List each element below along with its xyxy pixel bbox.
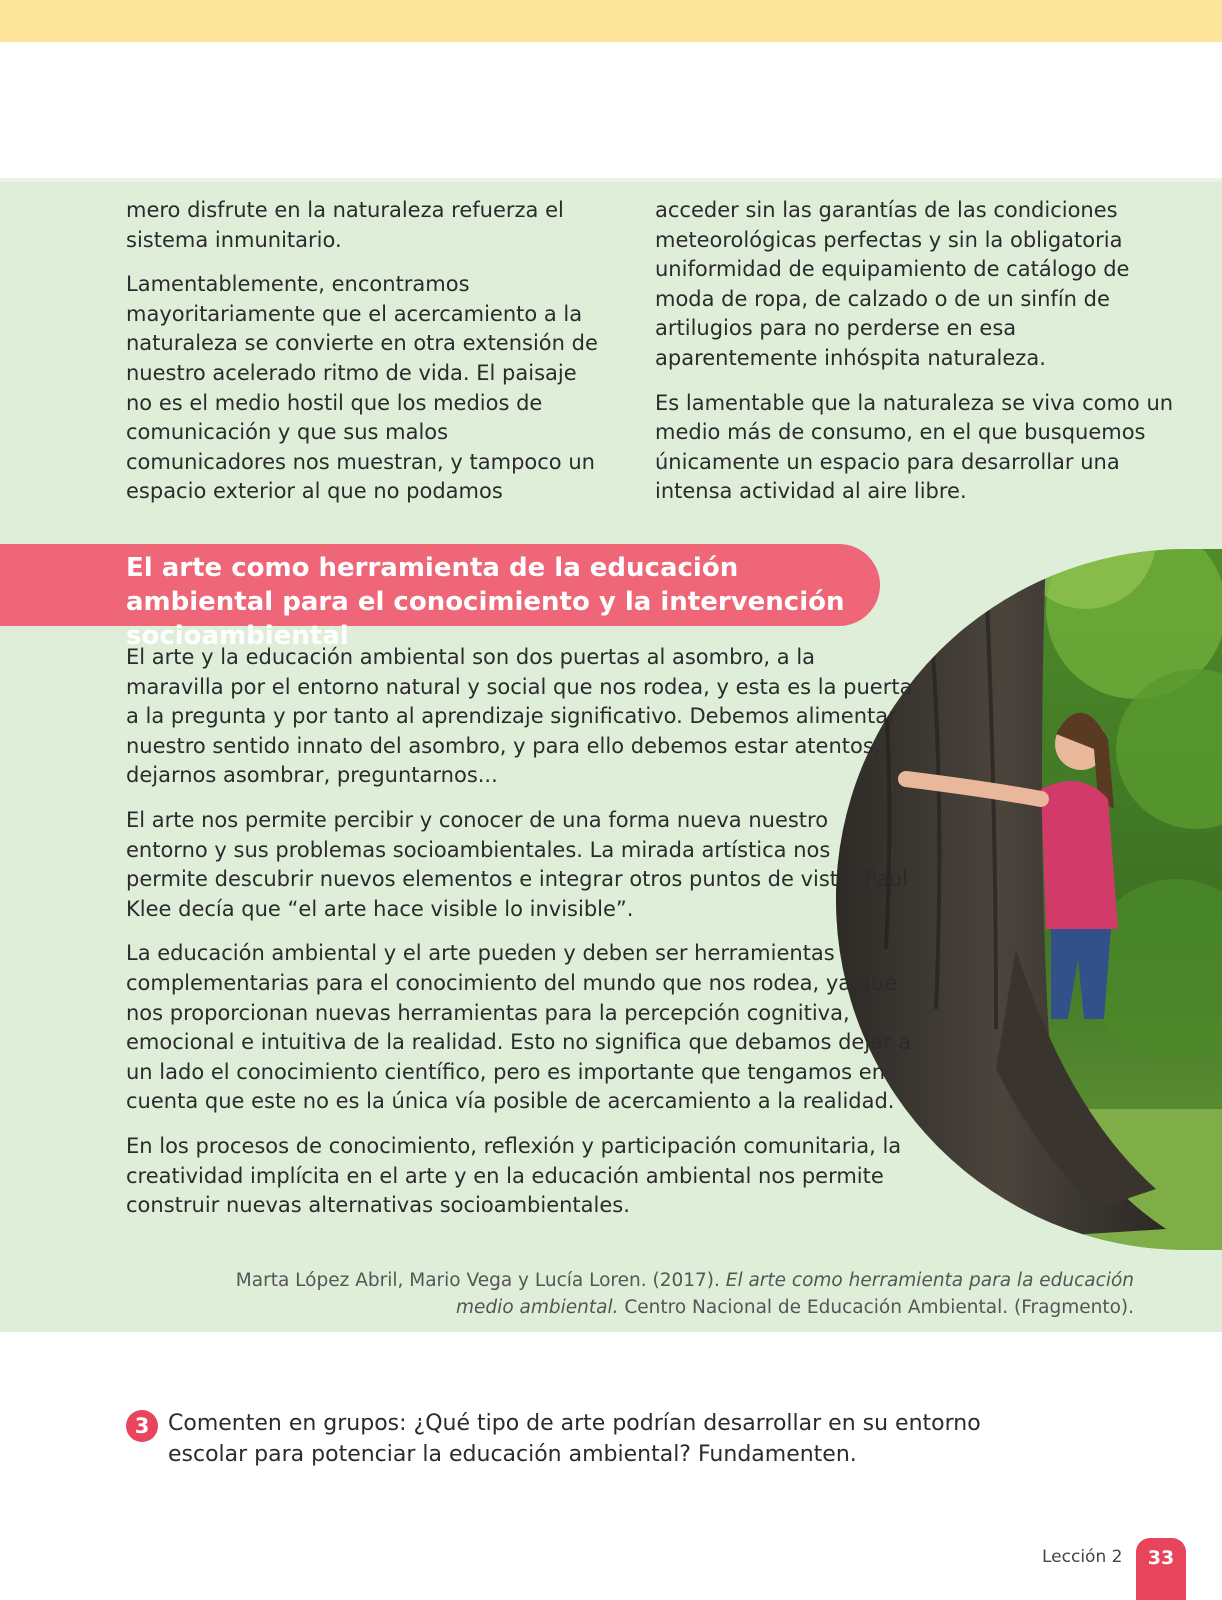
section-body [126, 643, 916, 1236]
lesson-label: Lección 2 [1042, 1547, 1123, 1567]
source-citation [234, 1267, 1134, 1321]
paragraph: Es lamentable que la naturaleza se viva como un medio más de consumo, en el que busquemos únicamente un espacio para desarrollar una intensa actividad al aire libre. [655, 390, 1174, 504]
paragraph: El arte y la educación ambiental son dos puertas al asombro, a la maravilla por el entorno natural y social que nos rodea, y esta es la puerta a la pregunta y por tanto al aprendizaje significativo. Debemos alimentar nuestro sentido innato del asombro, y para ello debemos estar atentos, dejarnos asombrar, preguntarnos... [126, 645, 913, 788]
text-column-left [126, 196, 606, 522]
paragraph: mero disfrute en la naturaleza refuerza el sistema inmunitario. [126, 198, 564, 252]
citation-title: El arte como herramienta para la educación medio ambiental. [456, 1270, 1134, 1318]
activity-text: Comenten en grupos: ¿Qué tipo de arte podrían desarrollar en su entorno escolar para potenciar la educación ambiental? Fundamenten. [168, 1411, 981, 1467]
citation-publisher: Centro Nacional de Educación Ambiental. (Fragmento). [618, 1297, 1134, 1318]
activity-number-badge: 3 [126, 1410, 158, 1442]
paragraph: En los procesos de conocimiento, reflexión y participación comunitaria, la creatividad implícita en el arte y en la educación ambiental nos permite construir nuevas alternativas socioambientales. [126, 1133, 902, 1218]
paragraph: El arte nos permite percibir y conocer de una forma nueva nuestro entorno y sus problemas socioambientales. La mirada artística nos permite descubrir nuevos elementos e integrar otros puntos de vista. Paul Klee decía que “el arte hace visible lo invisible”. [126, 807, 908, 921]
text-column-right [655, 196, 1175, 522]
top-color-band [0, 0, 1222, 42]
citation-authors: Marta López Abril, Mario Vega y Lucía Loren. (2017). [235, 1270, 726, 1291]
page-number: 33 [1147, 1547, 1175, 1569]
paragraph: La educación ambiental y el arte pueden y deben ser herramientas complementarias para el conocimiento del mundo que nos rodea, ya que nos proporcionan nuevas herramientas para la percepción cognitiva, emocional e intuitiva de la realidad. Esto no significa que debamos dejar a un lado el conocimiento científico, pero es importante que tengamos en cuenta que este no es la única vía posible de acercamiento a la realidad. [126, 941, 912, 1114]
paragraph: Lamentablemente, encontramos mayoritariamente que el acercamiento a la naturaleza se convierte en otra extensión de nuestro acelerado ritmo de vida. El paisaje no es el medio hostil que los medios de comunicación y que sus malos comunicadores nos muestran, y tampoco un espacio exterior al que no podamos [126, 272, 598, 504]
paragraph: acceder sin las garantías de las condiciones meteorológicas perfectas y sin la obligatoria uniformidad de equipamiento de catálogo de moda de ropa, de calzado o de un sinfín de artilugios para no perderse en esa aparentemente inhóspita naturaleza. [655, 198, 1130, 370]
section-title: El arte como herramienta de la educación ambiental para el conocimiento y la intervención socioambiental [126, 553, 845, 651]
